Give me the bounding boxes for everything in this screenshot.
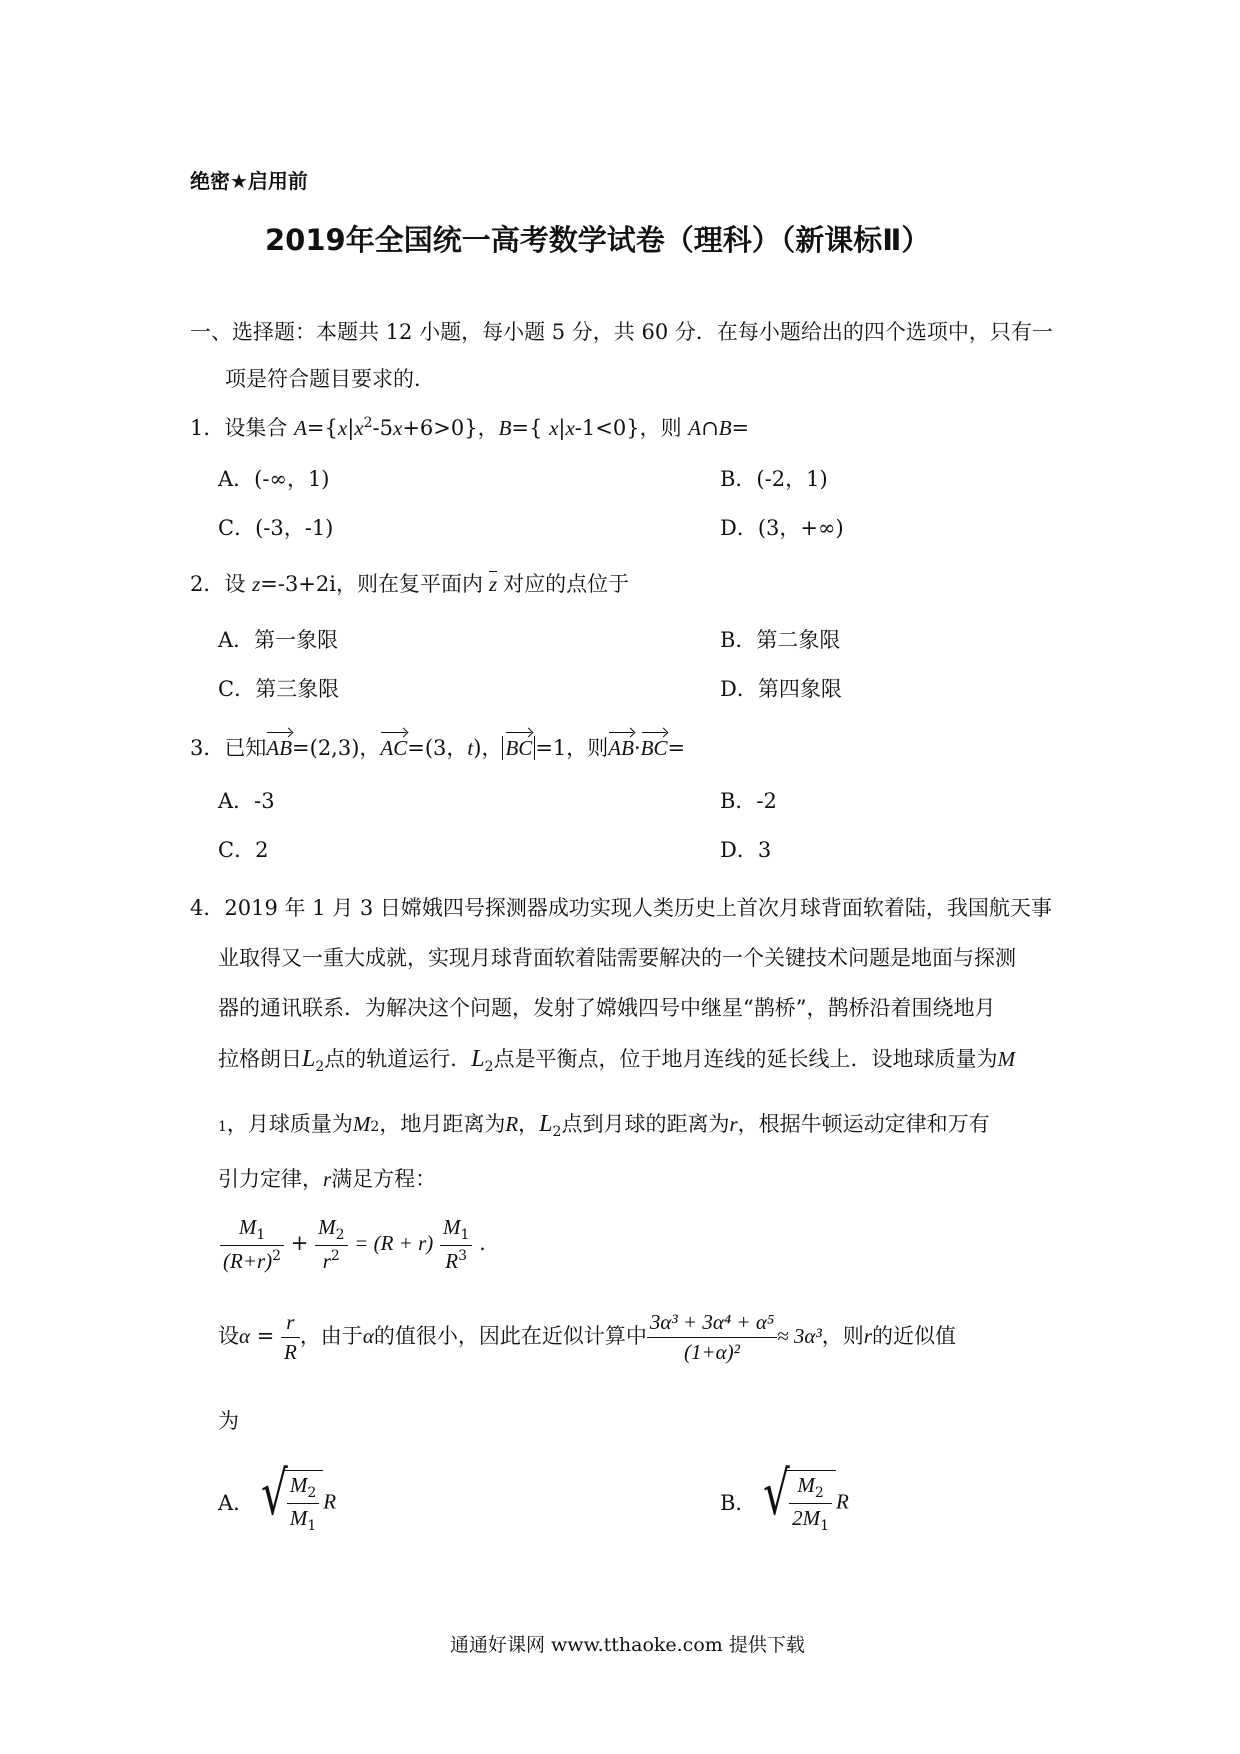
var: x: [337, 416, 348, 440]
q-text: =: [667, 736, 686, 760]
fraction: [789, 1473, 832, 1534]
q3-option-b: B．-2: [720, 789, 777, 813]
question-4-line2: 业取得又一重大成就，实现月球背面软着陆需要解决的一个关键技术问题是地面与探测: [218, 946, 1016, 970]
superscript: 2: [272, 1248, 282, 1265]
section-instruction-line1: 一、选择题：本题共 12 小题，每小题 5 分，共 60 分．在每小题给出的四个选项中，只有一: [190, 320, 1053, 344]
var: x: [392, 416, 403, 440]
q-text: 设: [218, 1324, 239, 1348]
q-text: ，地月距离为: [379, 1112, 506, 1136]
question-4-line7: [218, 1310, 956, 1365]
q-text: 点到月球的距离为: [561, 1112, 730, 1136]
q2-option-c: C．第三象限: [218, 677, 340, 701]
subscript: 2: [370, 1119, 380, 1135]
numerator: 3α³ + 3α⁴ + α⁵: [647, 1310, 777, 1338]
var: r: [863, 1324, 872, 1348]
var: L: [471, 1046, 485, 1072]
question-2: [190, 568, 629, 598]
q-text: ，月球质量为: [226, 1112, 353, 1136]
q-text: 拉格朗日: [218, 1047, 302, 1071]
q-text: 点的轨道运行．: [324, 1047, 472, 1071]
q-text: |: [347, 416, 355, 440]
fraction-m2: [315, 1215, 347, 1274]
numerator: [440, 1215, 472, 1246]
fraction-m1-r3: [440, 1215, 472, 1274]
q-text: ={: [511, 416, 550, 440]
vector-ab: AB: [266, 732, 292, 761]
radicand: [283, 1470, 323, 1534]
orbit-equation: [220, 1215, 486, 1274]
question-4-line8: 为: [218, 1409, 239, 1433]
numerator: r: [281, 1310, 300, 1338]
q3-option-c: C．2: [218, 838, 269, 862]
subscript: 2: [307, 1485, 317, 1502]
q-text: |: [558, 416, 566, 440]
var: R: [836, 1489, 849, 1514]
q-text: 点是平衡点，位于地月连线的延长线上．设地球质量为: [493, 1047, 998, 1071]
q1-option-b: B．(-2，1): [720, 467, 828, 491]
sqrt-expression: [260, 1459, 323, 1535]
question-4-line5: [218, 1108, 990, 1140]
subscript: 2: [814, 1485, 824, 1502]
denominator: (1+α)²: [684, 1340, 740, 1364]
denominator: [440, 1246, 472, 1274]
option-label: A．: [218, 1491, 255, 1516]
q1-option-c: C．(-3，-1): [218, 516, 334, 540]
approx-value: ≈ 3α³: [777, 1324, 822, 1348]
fraction-alpha-approx: [647, 1310, 777, 1365]
var: R: [505, 1112, 519, 1136]
question-3: [190, 732, 685, 762]
conjugate-z: z: [488, 572, 498, 596]
q-text: ，: [518, 1112, 540, 1136]
var: A: [294, 416, 307, 440]
var: z: [252, 572, 261, 596]
subscript: 2: [315, 1059, 325, 1076]
vector-bc: BC: [641, 732, 668, 761]
var: x: [549, 416, 559, 440]
denominator: R: [283, 1340, 297, 1364]
operator: +: [290, 1231, 309, 1256]
var: B: [498, 416, 512, 440]
question-number: 1．: [190, 416, 225, 440]
page-title: 2019年全国统一高考数学试卷（理科）（新课标Ⅱ）: [265, 223, 931, 257]
var: x: [354, 416, 364, 440]
q-text: ={: [306, 416, 338, 440]
q-text: )，: [473, 736, 503, 760]
subscript: 1: [218, 1119, 227, 1135]
option-label: B．: [720, 1491, 757, 1516]
question-4-line6: [218, 1163, 436, 1193]
superscript: 3: [458, 1248, 468, 1265]
q4-option-b: [720, 1459, 849, 1535]
var: L: [539, 1111, 553, 1137]
sqrt-icon: √: [763, 1459, 790, 1529]
var: B: [718, 416, 732, 440]
question-number: 3．: [190, 736, 225, 760]
denominator: [220, 1246, 284, 1274]
question-4-line4: [218, 1043, 1015, 1075]
subscript: 1: [460, 1227, 470, 1244]
var: t: [467, 736, 474, 760]
q-text: ，则: [821, 1324, 864, 1348]
period: .: [479, 1231, 486, 1256]
subscript: 2: [552, 1124, 562, 1141]
subscript: 1: [307, 1518, 317, 1535]
superscript: 2: [363, 415, 373, 431]
q4-option-a: [218, 1459, 337, 1535]
denominator: [287, 1504, 319, 1534]
q-text: 已知: [224, 736, 267, 760]
q-text: =(2,3)，: [292, 736, 381, 760]
section-instruction-line2: 项是符合题目要求的．: [225, 367, 435, 391]
sqrt-expression: [763, 1459, 836, 1535]
q-text: ，由于: [299, 1324, 363, 1348]
var: M: [352, 1112, 371, 1136]
var: R: [445, 1249, 459, 1274]
denominator: [789, 1504, 832, 1534]
q-text: =: [731, 416, 750, 440]
numerator: [220, 1215, 284, 1246]
q3-option-d: D．3: [720, 838, 772, 862]
superscript: 2: [330, 1248, 340, 1265]
q-text: -1<0}，则: [574, 416, 689, 440]
q-text: -5: [372, 416, 393, 440]
var: α: [239, 1324, 251, 1348]
confidential-label: 绝密★启用前: [190, 169, 308, 193]
fraction-r-over-R: [281, 1310, 300, 1365]
vector-ab: AB: [608, 732, 634, 761]
q-text: =1，则: [535, 736, 609, 760]
var: x: [565, 416, 575, 440]
q-text: 满足方程：: [331, 1167, 437, 1191]
var: M: [318, 1215, 336, 1239]
var: r: [729, 1112, 738, 1136]
question-number: 4．: [190, 896, 225, 920]
dot-operator: ·: [633, 736, 641, 760]
denominator: [315, 1246, 347, 1274]
sqrt-icon: √: [260, 1459, 288, 1529]
var: α: [362, 1324, 374, 1348]
var: r: [323, 1167, 332, 1191]
numerator: [315, 1215, 347, 1246]
q2-option-d: D．第四象限: [720, 677, 842, 701]
q-text: 引力定律，: [218, 1167, 323, 1191]
question-4-line1: [190, 892, 1052, 922]
numerator: [789, 1473, 832, 1504]
subscript: 2: [335, 1227, 345, 1244]
q1-option-d: D．(3，+∞): [720, 516, 844, 540]
q-text: 设集合: [224, 416, 295, 440]
q-text: 的近似值: [871, 1324, 956, 1348]
q-text: ∩: [701, 416, 719, 440]
q-text: =-3+2i，则在复平面内: [260, 572, 483, 596]
q-text: 设: [224, 572, 253, 596]
var: (R+r): [223, 1249, 273, 1274]
fraction-m1: [220, 1215, 284, 1274]
vector-ac: AC: [380, 732, 407, 761]
var: 2M: [792, 1506, 821, 1531]
subscript: 2: [484, 1059, 494, 1076]
var: M: [238, 1215, 257, 1239]
var: M: [997, 1047, 1016, 1071]
q1-option-a: A．(-∞，1): [218, 467, 330, 491]
q-text: 的值很小，因此在近似计算中: [373, 1324, 647, 1348]
question-4-line3: 器的通讯联系．为解决这个问题，发射了嫦娥四号中继星“鹊桥”，鹊桥沿着围绕地月: [218, 996, 996, 1020]
q2-option-a: A．第一象限: [218, 628, 339, 652]
var: R: [323, 1489, 337, 1514]
subscript: 1: [820, 1518, 830, 1535]
numerator: [287, 1473, 319, 1504]
subscript: 1: [256, 1227, 266, 1244]
var: M: [442, 1215, 461, 1239]
magnitude-bc: [502, 736, 535, 760]
q-text: 对应的点位于: [503, 572, 630, 596]
q-text: =(3，: [407, 736, 468, 760]
question-number: 2．: [190, 572, 225, 596]
q-text: +6>0}，: [402, 416, 499, 440]
var: L: [302, 1046, 316, 1072]
vector-bc: BC: [505, 732, 532, 761]
q-text: 2019 年 1 月 3 日嫦娥四号探测器成功实现人类历史上首次月球背面软着陆，我国航天事: [224, 896, 1052, 920]
fraction: [287, 1473, 319, 1534]
var: M: [289, 1506, 308, 1531]
eq-rhs: = (R + r): [354, 1231, 434, 1256]
q-text: ，根据牛顿运动定律和万有: [737, 1112, 990, 1136]
q2-option-b: B．第二象限: [720, 628, 841, 652]
q-text: =: [250, 1324, 281, 1348]
q3-option-a: A．-3: [218, 789, 275, 813]
question-1: [190, 412, 749, 442]
footer-credit: 通通好课网 www.tthaoke.com 提供下载: [450, 1634, 805, 1656]
var: A: [688, 416, 702, 440]
var: r: [322, 1249, 331, 1274]
var: M: [797, 1473, 815, 1497]
radicand: [785, 1470, 836, 1534]
var: M: [289, 1473, 308, 1497]
